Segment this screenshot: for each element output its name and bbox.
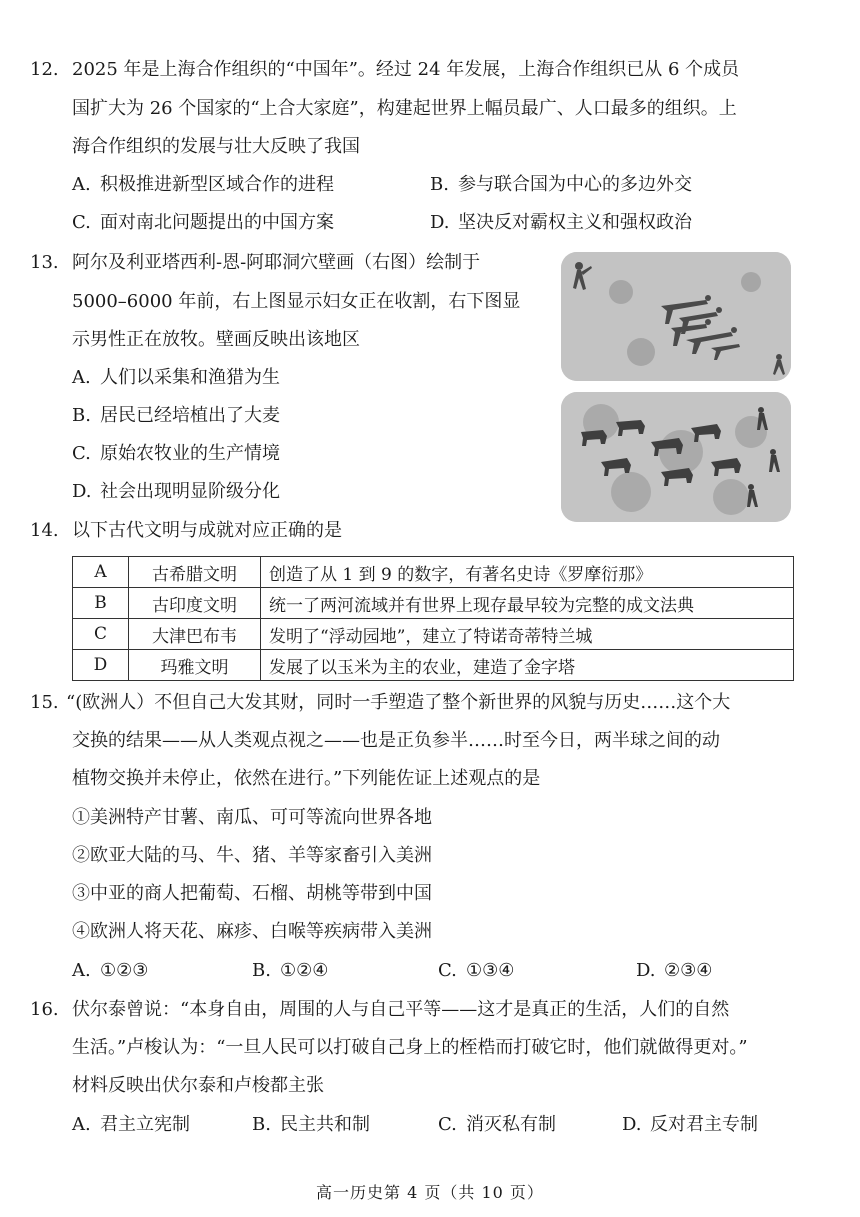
question-16-stem-line-1: 伏尔泰曾说：“本身自由，周围的人与自己平等——这才是真正的生活，人们的自然 xyxy=(72,999,730,1020)
question-13-option-a: A. 人们以采集和渔猎为生 xyxy=(72,367,280,388)
table-row xyxy=(73,650,794,681)
question-15-item-1: ①美洲特产甘薯、南瓜、可可等流向世界各地 xyxy=(72,807,432,828)
table-cell-civilization: 古希腊文明 xyxy=(129,557,261,588)
question-15-stem-line-3: 植物交换并未停止，依然在进行。”下列能佐证上述观点的是 xyxy=(72,768,541,789)
table-cell-letter: B xyxy=(73,588,129,619)
question-14-number: 14. xyxy=(30,520,59,541)
question-16-option-a: A. 君主立宪制 xyxy=(72,1114,190,1135)
question-12-option-a: A. 积极推进新型区域合作的进程 xyxy=(72,174,334,195)
question-16-stem-line-3: 材料反映出伏尔泰和卢梭都主张 xyxy=(72,1075,324,1096)
question-15-stem-line-1: “(欧洲人）不但自己大发其财，同时一手塑造了整个新世界的风貌与历史……这个大 xyxy=(66,692,731,713)
table-cell-civilization: 大津巴布韦 xyxy=(129,619,261,650)
question-12-stem-line-1: 2025 年是上海合作组织的“中国年”。经过 24 年发展，上海合作组织已从 6 个成员 xyxy=(72,59,740,80)
question-15-number: 15. xyxy=(30,692,59,713)
question-13-stem-line-3: 示男性正在放牧。壁画反映出该地区 xyxy=(72,329,360,350)
question-12-stem-line-2: 国扩大为 26 个国家的“上合大家庭”，构建起世界上幅员最广、人口最多的组织。上 xyxy=(72,98,737,119)
question-13-number: 13. xyxy=(30,252,59,273)
question-15-option-d: D. ②③④ xyxy=(636,960,713,981)
table-cell-letter: C xyxy=(73,619,129,650)
page-footer: 高一历史第 4 页（共 10 页） xyxy=(316,1183,544,1202)
table-row xyxy=(73,588,794,619)
question-12-number: 12. xyxy=(30,59,59,80)
question-16-number: 16. xyxy=(30,999,59,1020)
question-13-option-d: D. 社会出现明显阶级分化 xyxy=(72,481,280,502)
cave-painting-harvest-image xyxy=(561,252,791,381)
question-16-option-b: B. 民主共和制 xyxy=(252,1114,370,1135)
table-row xyxy=(73,557,794,588)
question-14-table xyxy=(72,556,794,681)
cave-painting-herding-drawing xyxy=(561,392,791,522)
question-12-stem-line-3: 海合作组织的发展与壮大反映了我国 xyxy=(72,136,360,157)
question-13-option-c: C. 原始农牧业的生产情境 xyxy=(72,443,280,464)
table-row xyxy=(73,619,794,650)
table-cell-civilization: 古印度文明 xyxy=(129,588,261,619)
question-16-stem-line-2: 生活。”卢梭认为：“一旦人民可以打破自己身上的桎梏而打破它时，他们就做得更对。” xyxy=(72,1037,748,1058)
question-13-stem-line-2: 5000–6000 年前，右上图显示妇女正在收割，右下图显 xyxy=(72,291,521,312)
question-15-option-c: C. ①③④ xyxy=(438,960,515,981)
question-15-option-a: A. ①②③ xyxy=(72,960,149,981)
question-16-option-d: D. 反对君主专制 xyxy=(622,1114,758,1135)
question-13-option-b: B. 居民已经培植出了大麦 xyxy=(72,405,280,426)
question-13-stem-line-1: 阿尔及利亚塔西利-恩-阿耶洞穴壁画（右图）绘制于 xyxy=(72,252,481,273)
table-cell-letter: A xyxy=(73,557,129,588)
table-cell-achievement: 创造了从 1 到 9 的数字，有著名史诗《罗摩衍那》 xyxy=(261,557,794,588)
question-16-option-c: C. 消灭私有制 xyxy=(438,1114,556,1135)
question-15-item-3: ③中亚的商人把葡萄、石榴、胡桃等带到中国 xyxy=(72,883,432,904)
question-12-option-d: D. 坚决反对霸权主义和强权政治 xyxy=(430,212,692,233)
table-cell-civilization: 玛雅文明 xyxy=(129,650,261,681)
table-cell-achievement: 发明了“浮动园地”，建立了特诺奇蒂特兰城 xyxy=(261,619,794,650)
question-15-item-2: ②欧亚大陆的马、牛、猪、羊等家畜引入美洲 xyxy=(72,845,432,866)
question-15-option-b: B. ①②④ xyxy=(252,960,329,981)
cave-painting-herding-image xyxy=(561,392,791,522)
question-14-stem: 以下古代文明与成就对应正确的是 xyxy=(72,520,342,541)
table-cell-achievement: 统一了两河流域并有世界上现存最早较为完整的成文法典 xyxy=(261,588,794,619)
question-15-item-4: ④欧洲人将天花、麻疹、白喉等疾病带入美洲 xyxy=(72,921,432,942)
question-15-stem-line-2: 交换的结果——从人类观点视之——也是正负参半……时至今日，两半球之间的动 xyxy=(72,730,720,751)
table-cell-achievement: 发展了以玉米为主的农业，建造了金字塔 xyxy=(261,650,794,681)
cave-painting-harvest-drawing xyxy=(561,252,791,381)
table-cell-letter: D xyxy=(73,650,129,681)
question-12-option-b: B. 参与联合国为中心的多边外交 xyxy=(430,174,692,195)
question-12-option-c: C. 面对南北问题提出的中国方案 xyxy=(72,212,334,233)
